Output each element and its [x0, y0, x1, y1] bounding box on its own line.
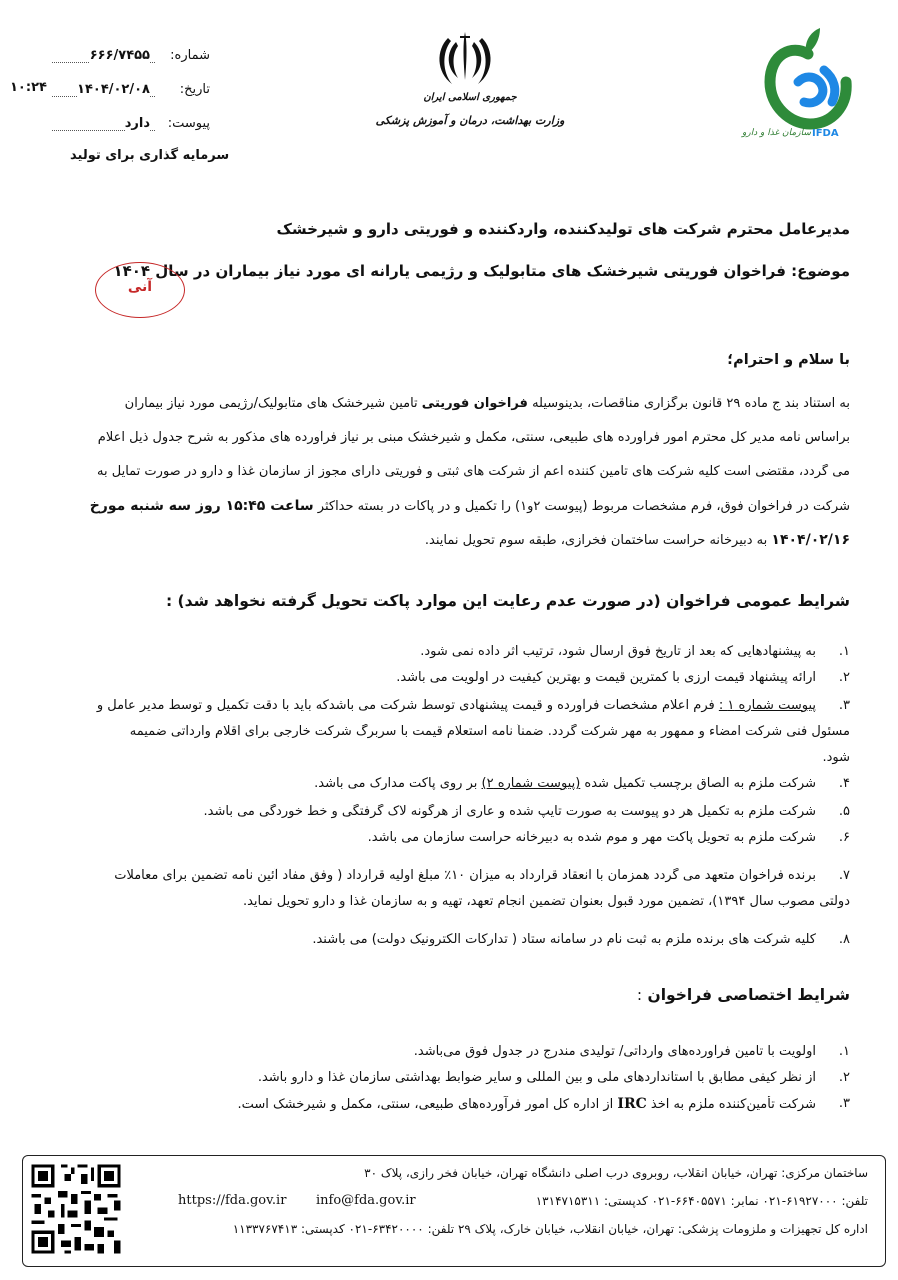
item-text: اولویت با تامین فرآورده‌های وارداتی/ تولیدی مندرج در جدول فوق می‌باشد. — [413, 1044, 816, 1059]
intro-line-1 — [40, 396, 850, 411]
footer-email-link[interactable]: info@fda.gov.ir — [316, 1193, 416, 1208]
list-item — [50, 1044, 850, 1064]
letter-number-label: شماره: — [170, 48, 210, 63]
item-text-continued: دولتی مصوب سال ۱۳۹۴)، تضمین مورد قبول بعنوان تضمین انجام تعهد، تهیه و به سازمان غذا و دارو تحویل نماید. — [242, 894, 850, 909]
attachment-value: دارد — [124, 116, 150, 131]
item-number: ۳. — [838, 698, 850, 713]
greeting: با سلام و احترام؛ — [727, 352, 850, 368]
item-text-continued: مسئول فنی شرکت امضاء و ممهور به مهر شرکت گردد. ضمناً نامه استعلام قیمت با سربرگ شرکت خارجی برای اقلام وارداتی ضمیمه — [129, 724, 850, 739]
item-text: شرکت ملزم به تکمیل هر دو پیوست به صورت تایپ شده و عاری از هرگونه لاک گرفتگی و خط خوردگی می باشد. — [203, 804, 816, 819]
qr-code-icon — [28, 1161, 124, 1257]
list-item — [50, 776, 850, 796]
footer-website-link[interactable]: https://fda.gov.ir — [178, 1193, 287, 1208]
item-number: ۱. — [838, 644, 850, 659]
list-item — [50, 698, 850, 774]
letter-time-value: ۱۰:۲۴ — [10, 80, 47, 95]
letter-number-row — [0, 48, 225, 70]
footer-equipment-office-line: اداره کل تجهیزات و ملزومات پزشکی: تهران، خیابان انقلاب، خیابان خارک، پلاک ۲۹ تلفن: ۶۳۴۲۰۰۰۰-۰۲۱ کدپستی: ۱۱۳۳۷۶۷۴۱۳ — [232, 1222, 868, 1236]
list-item — [50, 1096, 850, 1116]
intro-text: تامین شیرخشک های متابولیک/رژیمی مورد نیاز بیماران — [124, 396, 422, 411]
item-number: ۲. — [838, 670, 850, 685]
item-text: برنده فراخوان متعهد می گردد همزمان با انعقاد قرارداد به میزان ۱۰٪ مبلغ اولیه قرارداد ( وفق مفاد آئین نامه تضمین برای معاملات — [114, 868, 816, 883]
irc-term: IRC — [617, 1096, 647, 1112]
item-number: ۳. — [838, 1096, 850, 1111]
list-item — [50, 804, 850, 824]
list-item — [50, 1070, 850, 1090]
item-text — [50, 776, 816, 791]
item-number: ۵. — [838, 804, 850, 819]
iran-emblem-icon — [434, 28, 496, 90]
item-number: ۴. — [838, 776, 850, 791]
attachment-label: پیوست: — [167, 116, 210, 131]
item-text-part: فرم اعلام مشخصات فرآورده و قیمت پیشنهادی توسط شرکت می باشدکه باید با دقت تکمیل و توسط مدیر عامل و — [96, 698, 719, 713]
attachment-reference: (پیوست شماره ۲) — [481, 776, 581, 791]
item-text: کلیه شرکت های برنده ملزم به ثبت نام در سامانه ستاد ( تدارکات الکترونیک دولت) می باشند. — [312, 932, 816, 947]
subject-line: موضوع: فراخوان فوریتی شیرخشک های متابولیک و رژیمی یارانه ای مورد نیاز بیماران در سال ۱۴۰۴ — [113, 262, 850, 280]
item-text — [50, 1096, 816, 1112]
item-text: شرکت ملزم به تحویل پاکت مهر و موم شده به دبیرخانه حراست سازمان می باشد. — [367, 830, 816, 845]
letter-date-label: تاریخ: — [179, 82, 210, 97]
footer-address-line: ساختمان مرکزی: تهران، خیابان انقلاب، روبروی درب اصلی دانشگاه تهران، خیابان فخر رازی، پلاک ۳۰ — [364, 1166, 868, 1180]
intro-text: شرکت در فراخوان فوق، فرم مشخصات مربوط (پیوست ۲و۱) را تکمیل و در پاکات در بسته حداکثر — [313, 499, 850, 514]
deadline-time: ساعت ۱۵:۴۵ روز سه شنبه مورخ — [89, 498, 314, 514]
item-number: ۲. — [838, 1070, 850, 1085]
addressee: مدیرعامل محترم شرکت های تولیدکننده، واردکننده و فوریتی دارو و شیرخشک — [276, 220, 850, 238]
intro-text: به دبیرخانه حراست ساختمان فخرازی، طبقه سوم تحویل نمایند. — [424, 533, 772, 548]
ministry-title: وزارت بهداشت، درمان و آموزش پزشکی — [375, 114, 565, 127]
deadline-date: ۱۴۰۴/۰۲/۱۶ — [771, 532, 850, 548]
list-item — [50, 868, 850, 918]
item-text: ارائه پیشنهاد قیمت ارزی با کمترین قیمت و بهترین کیفیت در اولویت می باشد. — [396, 670, 816, 685]
list-item — [50, 830, 850, 850]
item-text-part: شرکت ملزم به الصاق برچسب تکمیل شده — [580, 776, 816, 791]
list-item — [50, 644, 850, 664]
year-slogan: سرمایه گذاری برای تولید — [70, 148, 230, 163]
urgent-stamp-text: آنی — [127, 279, 153, 295]
fda-name: سازمان غذا و دارو — [742, 128, 811, 138]
special-conditions-heading — [637, 986, 850, 1004]
urgent-stamp — [95, 262, 185, 318]
general-conditions-heading: شرایط عمومی فراخوان (در صورت عدم رعایت این موارد پاکت تحویل گرفته نخواهد شد) : — [165, 592, 850, 610]
intro-line-3: می گردد، مقتضی است کلیه شرکت های تامین کننده اعم از شرکت های ثبتی و فوریتی دارای مجوز از سازمان غذا و دارو در صورت تمایل به — [97, 464, 850, 479]
intro-line-5 — [40, 532, 850, 548]
item-number: ۷. — [838, 868, 850, 883]
attachment-row — [0, 116, 225, 138]
special-heading-text: شرایط اختصاصی فراخوان — [647, 986, 850, 1004]
intro-emphasis: فراخوان فوریتی — [421, 396, 528, 411]
letter-number-value: ۶۶۶/۷۴۵۵ — [89, 48, 150, 63]
item-text-part: از اداره کل امور فرآورده‌های طبیعی، سنتی، مکمل و شیرخشک است. — [237, 1097, 618, 1112]
item-number: ۸. — [838, 932, 850, 947]
list-item — [50, 670, 850, 690]
list-item — [50, 932, 850, 952]
item-text-part: بر روی پاکت مدارک می باشد. — [314, 776, 482, 791]
fda-abbreviation: IFDA — [812, 128, 839, 139]
item-number: ۱. — [838, 1044, 850, 1059]
letter-date-value: ۱۴۰۴/۰۲/۰۸ — [77, 82, 150, 97]
item-text-part: شرکت تأمین‌کننده ملزم به اخذ — [646, 1097, 816, 1112]
item-text-continued: شود. — [822, 750, 850, 765]
item-number: ۶. — [838, 830, 850, 845]
item-text: به پیشنهادهایی که بعد از تاریخ فوق ارسال شود، ترتیب اثر داده نمی شود. — [420, 644, 816, 659]
item-text: از نظر کیفی مطابق با استانداردهای ملی و بین المللی و سایر ضوابط بهداشتی سازمان غذا و دارو باشد. — [257, 1070, 816, 1085]
item-text — [50, 698, 816, 713]
attachment-reference: پیوست شماره ۱ : — [718, 698, 816, 713]
heading-colon: : — [636, 986, 643, 1004]
republic-title: جمهوری اسلامی ایران — [423, 92, 517, 103]
intro-line-2: براساس نامه مدیر کل محترم امور فرآورده های طبیعی، سنتی، مکمل و شیرخشک مبنی بر نیاز فرآورده های مذکور به شرح جدول ذیل اعلام — [97, 430, 850, 445]
intro-text: به استناد بند ج ماده ۲۹ قانون برگزاری مناقصات، بدینوسیله — [527, 396, 850, 411]
footer-contact-line: تلفن: ۶۱۹۲۷۰۰۰-۰۲۱ نمابر: ۶۶۴۰۵۵۷۱-۰۲۱ کدپستی: ۱۳۱۴۷۱۵۳۱۱ — [535, 1194, 868, 1208]
intro-line-4 — [40, 498, 850, 514]
